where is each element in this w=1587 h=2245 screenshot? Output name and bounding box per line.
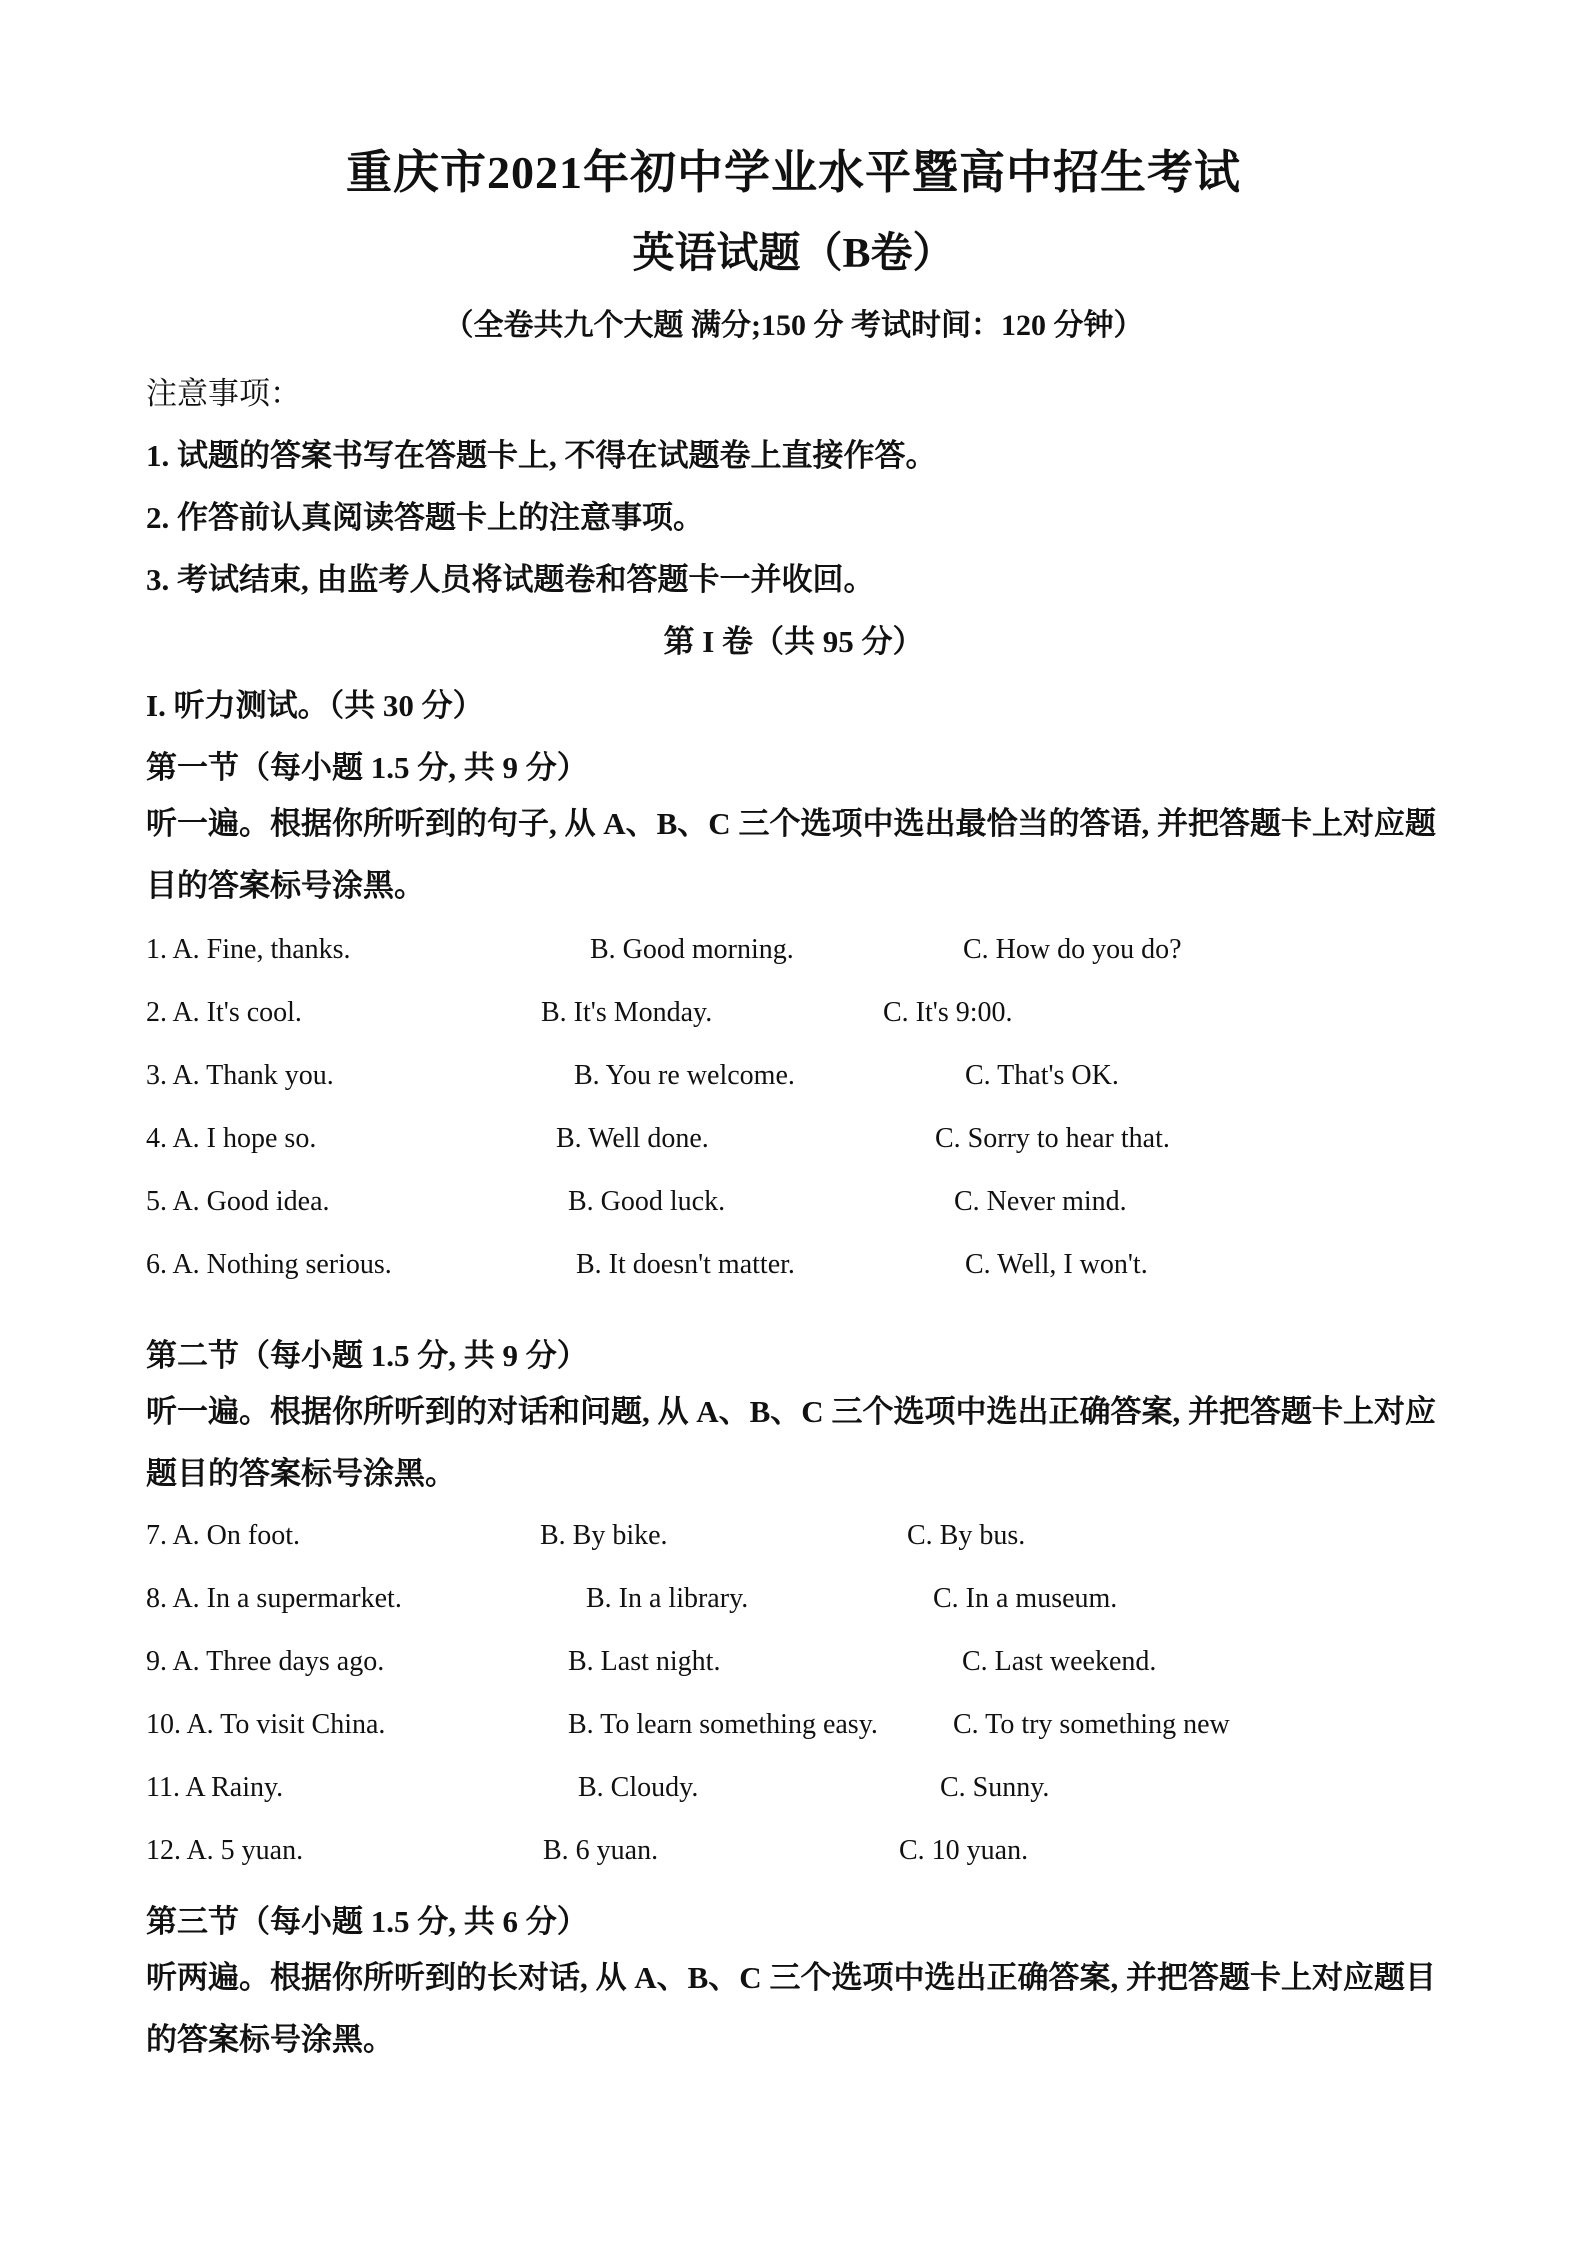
option-a: 6. A. Nothing serious. [146, 1249, 392, 1280]
section3-instruction: 听两遍。根据你所听到的长对话, 从 A、B、C 三个选项中选出正确答案, 并把答题卡上对应题目的答案标号涂黑。 [146, 1960, 1436, 2057]
option-b: B. 6 yuan. [543, 1835, 659, 1866]
option-b: B. It's Monday. [541, 997, 713, 1028]
option-c: C. That's OK. [965, 1060, 1119, 1091]
option-b: B. It doesn't matter. [576, 1249, 795, 1280]
option-b: B. Good luck. [568, 1186, 726, 1217]
option-a: 4. A. I hope so. [146, 1123, 317, 1154]
option-a: 5. A. Good idea. [146, 1186, 330, 1217]
option-b: B. You re welcome. [574, 1060, 795, 1091]
option-a: 8. A. In a supermarket. [146, 1583, 402, 1614]
option-b: B. Good morning. [590, 934, 794, 965]
exam-info: （全卷共九个大题 满分;150 分 考试时间：120 分钟） [443, 309, 1144, 342]
section1-heading: 第一节（每小题 1.5 分, 共 9 分） [146, 750, 588, 785]
option-c: C. In a museum. [933, 1583, 1118, 1614]
section2-heading: 第二节（每小题 1.5 分, 共 9 分） [146, 1338, 588, 1373]
notes-heading: 注意事项： [146, 376, 301, 411]
option-a: 7. A. On foot. [146, 1520, 300, 1551]
option-c: C. To try something new [953, 1709, 1230, 1740]
option-b: B. Last night. [568, 1646, 721, 1677]
option-c: C. Well, I won't. [965, 1249, 1148, 1280]
option-a: 12. A. 5 yuan. [146, 1835, 304, 1866]
section2-instruction: 听一遍。根据你所听到的对话和问题, 从 A、B、C 三个选项中选出正确答案, 并把答题卡上对应题目的答案标号涂黑。 [146, 1394, 1436, 1491]
exam-subtitle: 英语试题（B卷） [632, 231, 955, 277]
option-b: B. Cloudy. [578, 1772, 699, 1803]
option-a: 3. A. Thank you. [146, 1060, 334, 1091]
part1-heading: I. 听力测试。（共 30 分） [146, 688, 484, 723]
option-a: 1. A. Fine, thanks. [146, 934, 351, 965]
volume-heading: 第 I 卷（共 95 分） [663, 624, 924, 659]
section3-heading: 第三节（每小题 1.5 分, 共 6 分） [146, 1904, 588, 1939]
option-c: C. 10 yuan. [899, 1835, 1029, 1866]
section1-instruction: 听一遍。根据你所听到的句子, 从 A、B、C 三个选项中选出最恰当的答语, 并把答题卡上对应题目的答案标号涂黑。 [146, 806, 1436, 903]
option-c: C. Last weekend. [962, 1646, 1157, 1677]
option-b: B. Well done. [556, 1123, 709, 1154]
option-c: C. Sorry to hear that. [935, 1123, 1170, 1154]
option-c: C. It's 9:00. [883, 997, 1013, 1028]
option-c: C. By bus. [907, 1520, 1026, 1551]
option-b: B. By bike. [540, 1520, 668, 1551]
option-a: 10. A. To visit China. [146, 1709, 386, 1740]
option-a: 2. A. It's cool. [146, 997, 302, 1028]
option-a: 9. A. Three days ago. [146, 1646, 385, 1677]
note-item: 2. 作答前认真阅读答题卡上的注意事项。 [146, 500, 704, 535]
option-b: B. In a library. [586, 1583, 749, 1614]
option-b: B. To learn something easy. [568, 1709, 878, 1740]
option-c: C. Sunny. [940, 1772, 1050, 1803]
option-c: C. Never mind. [954, 1186, 1127, 1217]
exam-title: 重庆市2021年初中学业水平暨高中招生考试 [346, 147, 1241, 198]
note-item: 1. 试题的答案书写在答题卡上, 不得在试题卷上直接作答。 [146, 438, 937, 473]
option-a: 11. A Rainy. [146, 1772, 284, 1803]
option-c: C. How do you do? [963, 934, 1182, 965]
note-item: 3. 考试结束, 由监考人员将试题卷和答题卡一并收回。 [146, 562, 875, 597]
